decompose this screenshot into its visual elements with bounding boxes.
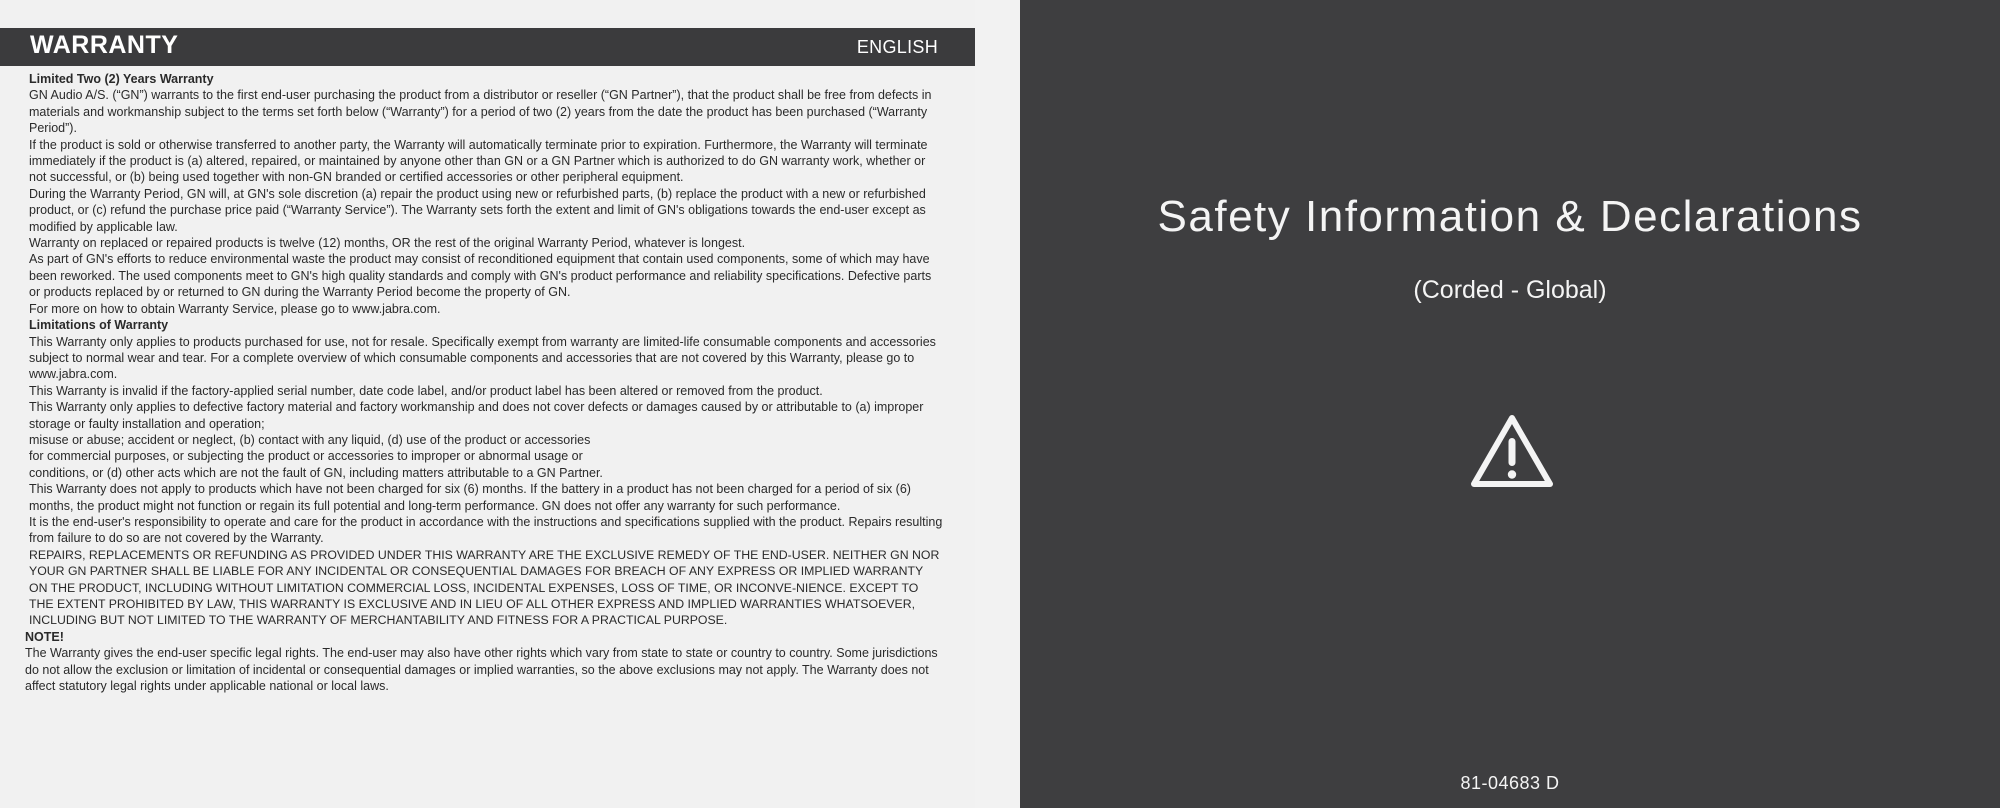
warranty-paragraph: GN Audio A/S. (“GN”) warrants to the first end-user purchasing the product from a distributor or reseller (“GN Partner”), that the product shall be free from defects in materials and workmanship subject to the terms set forth below (“Warranty”) for a period of two (2) years from the date the product has been purchased (“Warranty Period”). — [29, 88, 932, 136]
warranty-title: WARRANTY — [30, 31, 179, 59]
warranty-paragraph: It is the end-user's responsibility to operate and care for the product in accordance with the instructions and specifications supplied with the product. Repairs resulting from failure to do so are not covered by the Warranty. — [29, 514, 943, 546]
section-heading-limited-warranty: Limited Two (2) Years Warranty — [29, 72, 214, 86]
warranty-paragraph: For more on how to obtain Warranty Service, please go to www.jabra.com. — [29, 301, 441, 316]
warranty-paragraph: Warranty on replaced or repaired products is twelve (12) months, OR the rest of the original Warranty Period, whatever is longest. — [29, 236, 746, 251]
warranty-paragraph: The Warranty gives the end-user specific legal rights. The end-user may also have other rights which vary from state to state or country to country. Some jurisdictions do not allow the exclusion or limitation of incidental or consequential damages or implied warranties, so the above exclusions may not apply. The Warranty does not affect statutory legal rights under applicable national or local laws. — [25, 646, 938, 694]
section-heading-limitations: Limitations of Warranty — [29, 318, 169, 333]
note-heading: NOTE! — [25, 629, 64, 644]
warranty-paragraph: for commercial purposes, or subjecting the product or accessories to improper or abnormal usage or — [29, 449, 583, 464]
warning-triangle-icon — [1468, 412, 1556, 492]
warranty-disclaimer: REPAIRS, REPLACEMENTS OR REFUNDING AS PROVIDED UNDER THIS WARRANTY ARE THE EXCLUSIVE REMEDY OF THE END-USER. NEITHER GN NOR YOUR GN PARTNER SHALL BE LIABLE FOR ANY INCIDENTAL OR CONSEQUENTIAL DAMAGES FOR BREACH OF ANY EXPRESS OR IMPLIED WARRANTY ON THE PRODUCT, INCLUDING WITHOUT LIMITATION COMMERCIAL LOSS, INCIDENTAL EXPENSES, LOSS OF TIME, OR INCONVE-NIENCE. EXCEPT TO THE EXTENT PROHIBITED BY LAW, THIS WARRANTY IS EXCLUSIVE AND IN LIEU OF ALL OTHER EXPRESS AND IMPLIED WARRANTIES WHATSOEVER, INCLUDING BUT NOT LIMITED TO THE WARRANTY OF MERCHANTABILITY AND FITNESS FOR A PRACTICAL PURPOSE. — [29, 547, 940, 628]
warranty-paragraph: This Warranty is invalid if the factory-applied serial number, date code label, and/or product label has been altered or removed from the product. — [29, 383, 823, 398]
warranty-paragraph: If the product is sold or otherwise transferred to another party, the Warranty will automatically terminate prior to expiration. Furthermore, the Warranty will terminate immediately if the product is (a) altered, repaired, or maintained by anyone other than GN or a GN Partner which is authorized to do GN warranty work, whether or not successful, or (b) being used together with non-GN branded or certified accessories or other peripheral equipment. — [29, 137, 928, 185]
warranty-page — [0, 0, 975, 808]
warranty-header-bar — [0, 28, 975, 66]
warranty-paragraph: During the Warranty Period, GN will, at GN's sole discretion (a) repair the product using new or refurbished parts, (b) replace the product with a new or refurbished product, or (c) refund the purchase price paid (“Warranty Service”). The Warranty sets forth the extent and limit of GN's obligations towards the end-user except as modified by applicable law. — [29, 186, 926, 234]
warranty-paragraph: conditions, or (d) other acts which are not the fault of GN, including matters attributable to a GN Partner. — [29, 465, 603, 480]
cover-subtitle: (Corded - Global) — [1413, 276, 1607, 304]
cover-page — [1020, 0, 2000, 808]
warranty-paragraph: This Warranty only applies to products purchased for use, not for resale. Specifically exempt from warranty are limited-life consumable components and accessories subject to normal wear and tear. For a complete overview of which consumable components and accessories that are not covered by this Warranty, please go to www.jabra.com. — [29, 334, 936, 382]
warranty-paragraph: This Warranty does not apply to products which have not been charged for six (6) months. If the battery in a product has not been charged for a period of six (6) months, the product might not function or regain its full potential and long-term performance. GN does not offer any warranty for such performance. — [29, 482, 911, 513]
warranty-paragraph: This Warranty only applies to defective factory material and factory workmanship and does not cover defects or damages caused by or attributable to (a) improper storage or faulty installation and operation; — [29, 400, 924, 431]
document-code: 81-04683 D — [1460, 773, 1560, 793]
cover-title: Safety Information & Declarations — [1157, 192, 1863, 241]
warranty-paragraph: misuse or abuse; accident or neglect, (b) contact with any liquid, (d) use of the product or accessories — [29, 432, 591, 447]
warranty-text — [25, 71, 943, 694]
language-label: ENGLISH — [856, 37, 938, 57]
warranty-paragraph: As part of GN's efforts to reduce environmental waste the product may consist of reconditioned equipment that contain used components, some of which may have been reworked. The used components meet to GN's high quality standards and comply with GN's product performance and reliability specifications. Defective parts or products replaced by or returned to GN during the Warranty Period become the property of GN. — [29, 252, 932, 300]
